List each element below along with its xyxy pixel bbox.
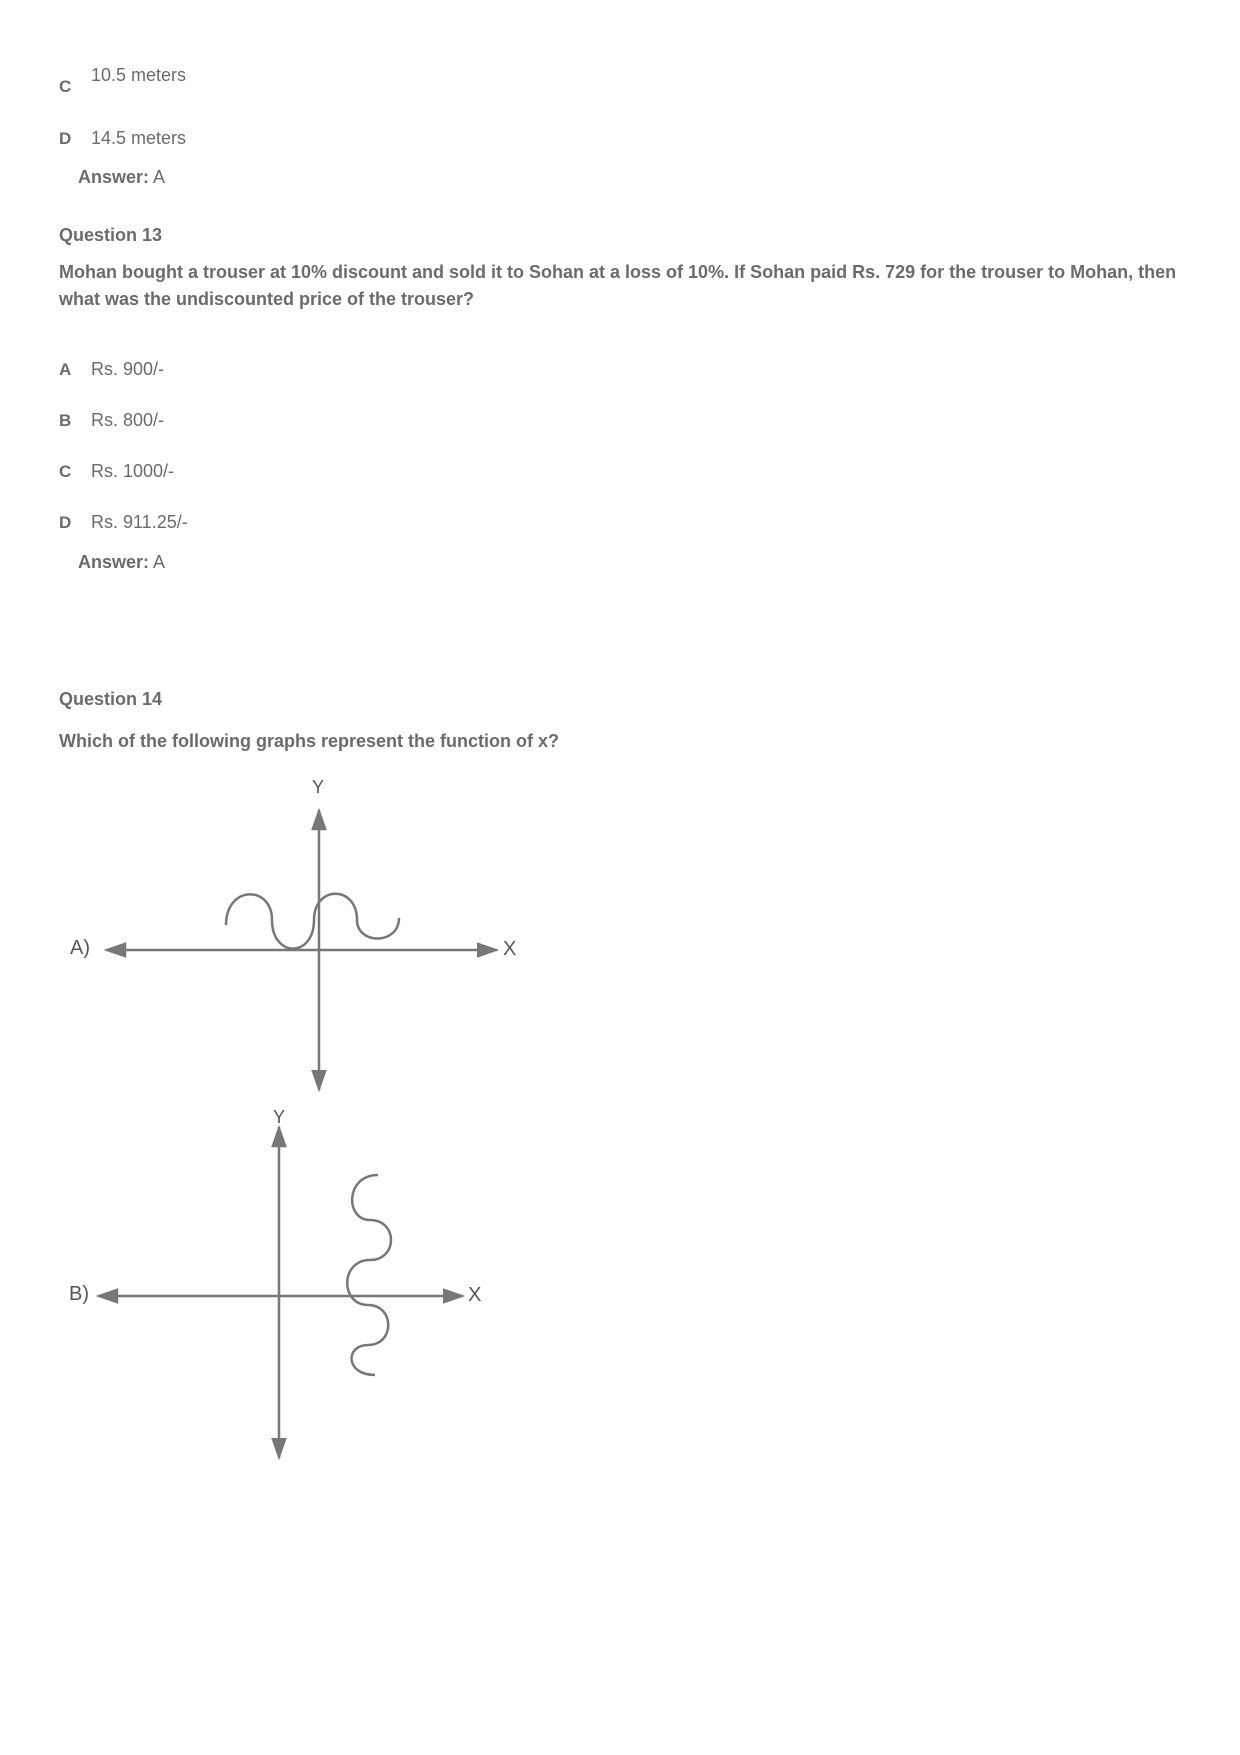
graph-a-x-label: X [503, 938, 517, 960]
question-14-title: Question 14 [59, 689, 163, 709]
graph-b-x-label: X [468, 1284, 482, 1306]
graph-b-y-label: Y [273, 1107, 286, 1127]
q13-option-letter-c: C [59, 462, 72, 481]
graph-b-label: B) [69, 1283, 89, 1305]
option-letter-d: D [59, 129, 72, 148]
question-13-text: Mohan bought a trouser at 10% discount and sold it to Sohan at a loss of 10%. If Sohan paid Rs. 729 for the trouser to Mohan, then what was the undiscounted price of the trouser? [59, 262, 1177, 309]
answer-value: A [153, 167, 166, 187]
q13-option-letter-a: A [59, 360, 72, 379]
q13-option-text-a: Rs. 900/- [91, 359, 165, 379]
q13-option-letter-d: D [59, 513, 72, 532]
option-letter-c: C [59, 77, 72, 96]
q13-option-text-b: Rs. 800/- [91, 410, 165, 430]
graph-a-curve [226, 894, 399, 949]
graph-b-curve [347, 1175, 391, 1375]
option-text-d: 14.5 meters [91, 128, 187, 148]
q13-option-text-d: Rs. 911.25/- [91, 512, 188, 532]
graph-b [98, 1127, 463, 1458]
q13-option-letter-b: B [59, 411, 72, 430]
q13-answer-label: Answer: [78, 552, 150, 572]
q13-answer-value: A [153, 552, 166, 572]
question-14-text: Which of the following graphs represent the function of x? [59, 731, 559, 751]
option-text-c: 10.5 meters [91, 65, 187, 85]
graph-a-y-label: Y [312, 777, 325, 797]
graph-a-label: A) [70, 937, 90, 959]
answer-label: Answer: [78, 167, 150, 187]
q13-option-text-c: Rs. 1000/- [91, 461, 175, 481]
graph-a [106, 810, 497, 1090]
question-13-title: Question 13 [59, 225, 163, 245]
